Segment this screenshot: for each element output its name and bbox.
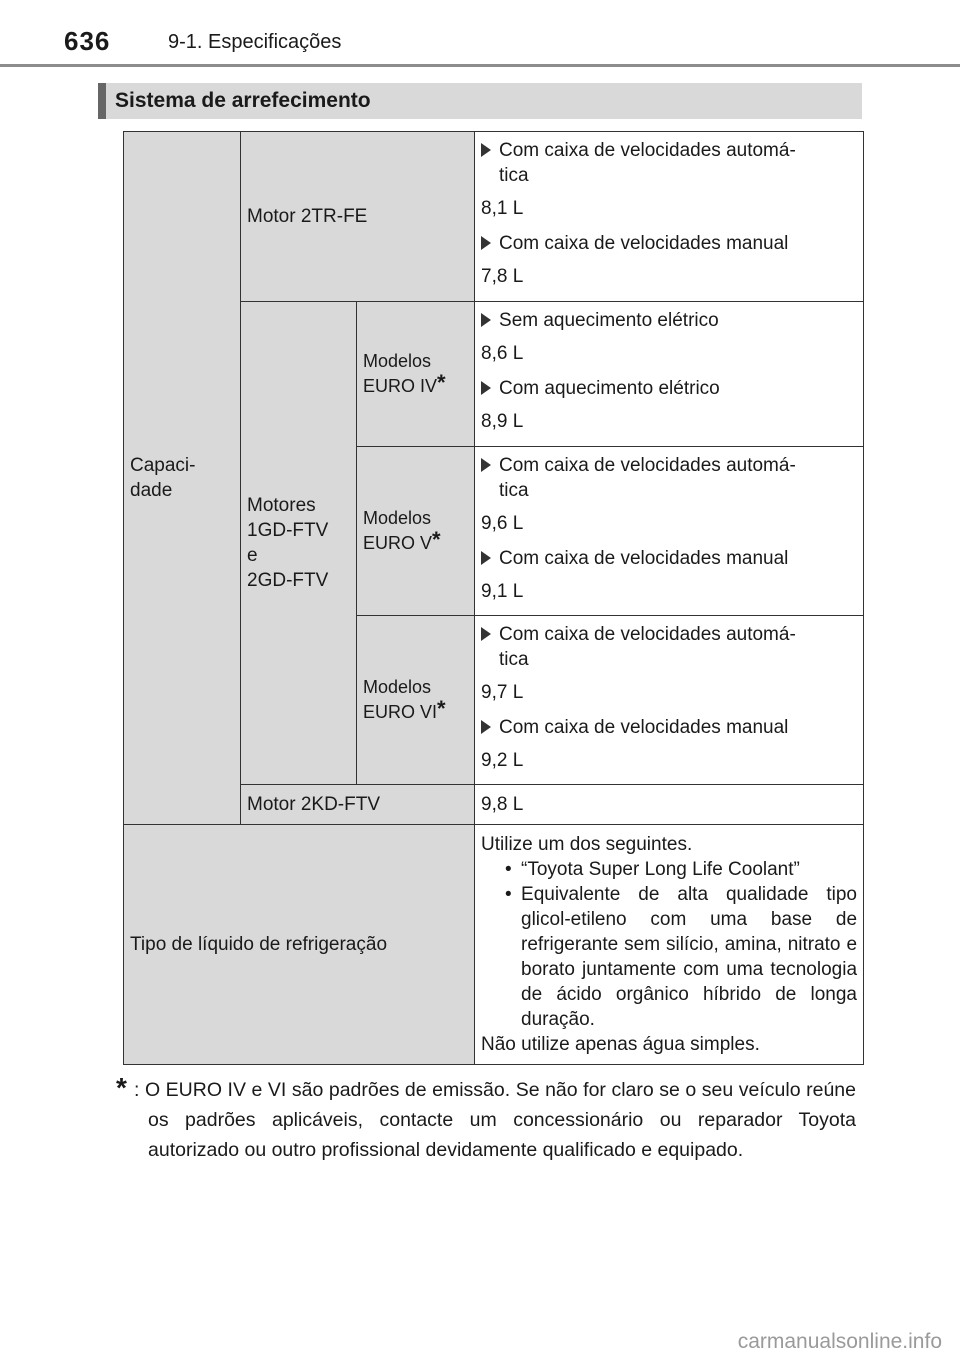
motor-2tr-values (475, 132, 864, 302)
capacity-value: 7,8 L (481, 266, 524, 287)
option-label: Com aquecimento elétrico (499, 378, 720, 399)
coolant-list (481, 857, 857, 1032)
section-header (98, 83, 862, 119)
option-item (481, 546, 857, 571)
euro5-label: Modelos EURO V* (357, 447, 475, 616)
capacity-value: 9,6 L (481, 512, 524, 534)
capacity-value: 9,2 L (481, 749, 524, 771)
option-item (481, 453, 857, 503)
table-row (124, 825, 864, 1065)
footnote (116, 1072, 856, 1165)
coolant-intro: Utilize um dos seguintes. (481, 834, 693, 855)
capacity-value: 9,1 L (481, 580, 524, 602)
capacity-value: 8,6 L (481, 343, 524, 364)
watermark: carmanualsonline.info (737, 1330, 942, 1353)
option-item (481, 308, 857, 333)
motor-2tr-label: Motor 2TR-FE (241, 132, 475, 302)
section-header-bar (98, 83, 106, 119)
capacity-value: 8,9 L (481, 411, 524, 432)
coolant-type-label: Tipo de líquido de refrigeração (124, 825, 475, 1065)
capacity-label: Capaci- dade (124, 132, 241, 825)
option-item (481, 622, 857, 672)
page-number: 636 (64, 26, 111, 56)
triangle-bullet-icon (481, 458, 491, 472)
triangle-bullet-icon (481, 551, 491, 565)
option-item (481, 138, 857, 188)
asterisk-marker: * (437, 696, 446, 721)
triangle-bullet-icon (481, 143, 491, 157)
triangle-bullet-icon (481, 313, 491, 327)
capacity-value: 9,7 L (481, 681, 524, 703)
option-label: Com caixa de velocidades manual (499, 716, 789, 738)
euro6-values (475, 616, 864, 785)
footnote-asterisk: * (116, 1072, 127, 1103)
euro5-values (475, 447, 864, 616)
cooling-spec-table (123, 131, 864, 1065)
triangle-bullet-icon (481, 236, 491, 250)
option-label: Sem aquecimento elétrico (499, 310, 719, 331)
capacity-value: 8,1 L (481, 198, 524, 219)
option-label: Com caixa de velocidades automá- tica (499, 454, 796, 501)
option-label: Com caixa de velocidades automá- tica (499, 623, 796, 670)
option-item (481, 376, 857, 401)
table-row (124, 132, 864, 302)
option-item (481, 231, 857, 256)
euro6-label: Modelos EURO VI* (357, 616, 475, 785)
motor-2kd-label: Motor 2KD-FTV (241, 785, 475, 825)
option-item (481, 715, 857, 740)
list-item: • “Toyota Super Long Life Coolant” (505, 857, 857, 882)
triangle-bullet-icon (481, 720, 491, 734)
section-title: Sistema de arrefecimento (115, 89, 371, 112)
euro4-label: Modelos EURO IV* (357, 302, 475, 447)
capacity-value: 9,8 L (475, 785, 864, 825)
option-label: Com caixa de velocidades manual (499, 547, 789, 569)
triangle-bullet-icon (481, 627, 491, 641)
list-item: • Equivalente de alta qualidade tipo glicol-etileno com uma base de refrigerante sem silício, amina, nitrato e borato juntamente com uma tecnologia de ácido orgânico híbrido de longa duração. (505, 882, 857, 1032)
header-divider (0, 64, 960, 67)
chapter-title: 9-1. Especificações (168, 31, 342, 53)
motores-gd-label: Motores 1GD-FTV e 2GD-FTV (241, 302, 357, 785)
option-label: Com caixa de velocidades automá- tica (499, 140, 796, 186)
coolant-warning: Não utilize apenas água simples. (481, 1034, 760, 1055)
asterisk-marker: * (432, 527, 441, 552)
triangle-bullet-icon (481, 381, 491, 395)
coolant-type-values (475, 825, 864, 1065)
option-label: Com caixa de velocidades manual (499, 233, 789, 254)
euro4-values (475, 302, 864, 447)
footnote-text: : O EURO IV e VI são padrões de emissão. Se não for claro se o seu veículo reúne os padrões aplicáveis, contacte um concessionário ou reparador Toyota autorizado ou outro profissional devidamente qualificado e equipado. (134, 1079, 856, 1161)
asterisk-marker: * (437, 370, 446, 395)
